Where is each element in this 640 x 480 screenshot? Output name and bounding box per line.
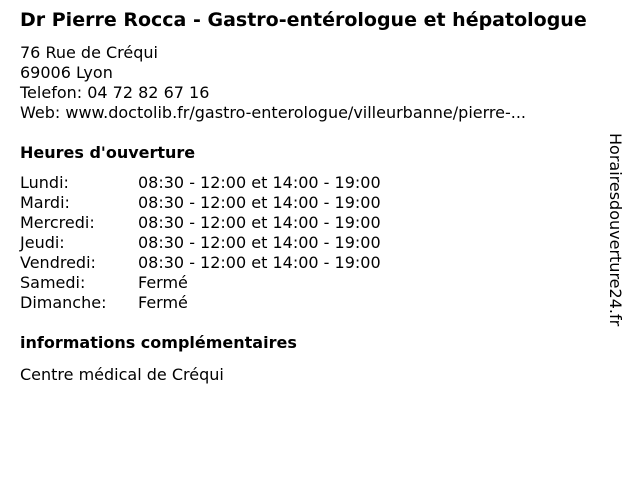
hours-row-sunday xyxy=(20,293,440,313)
hours-day-label: Vendredi: xyxy=(20,253,96,272)
address-street: 76 Rue de Créqui xyxy=(20,43,158,62)
hours-row-wednesday xyxy=(20,213,440,233)
hours-day-label: Mardi: xyxy=(20,193,70,212)
hours-day-label: Lundi: xyxy=(20,173,69,192)
hours-time-value: 08:30 - 12:00 et 14:00 - 19:00 xyxy=(138,173,381,192)
hours-time-value: 08:30 - 12:00 et 14:00 - 19:00 xyxy=(138,253,381,272)
address-city: 69006 Lyon xyxy=(20,63,113,82)
additional-info-text: Centre médical de Créqui xyxy=(20,365,224,384)
website-link[interactable]: Web: www.doctolib.fr/gastro-enterologue/villeurbanne/pierre-... xyxy=(20,103,526,122)
opening-hours-heading: Heures d'ouverture xyxy=(20,143,196,162)
hours-row-saturday xyxy=(20,273,440,293)
hours-row-friday xyxy=(20,253,440,273)
hours-time-value: 08:30 - 12:00 et 14:00 - 19:00 xyxy=(138,233,381,252)
hours-day-label: Mercredi: xyxy=(20,213,95,232)
hours-day-label: Samedi: xyxy=(20,273,86,292)
hours-time-value: Fermé xyxy=(138,273,188,292)
hours-row-tuesday xyxy=(20,193,440,213)
hours-row-thursday xyxy=(20,233,440,253)
hours-time-value: 08:30 - 12:00 et 14:00 - 19:00 xyxy=(138,213,381,232)
hours-time-value: 08:30 - 12:00 et 14:00 - 19:00 xyxy=(138,193,381,212)
hours-day-label: Jeudi: xyxy=(20,233,65,252)
site-watermark: Horairesdouverture24.fr xyxy=(606,133,625,327)
phone-number: Telefon: 04 72 82 67 16 xyxy=(20,83,210,102)
hours-row-monday xyxy=(20,173,440,193)
additional-info-heading: informations complémentaires xyxy=(20,333,297,352)
page-title: Dr Pierre Rocca - Gastro-entérologue et hépatologue xyxy=(20,9,587,31)
hours-time-value: Fermé xyxy=(138,293,188,312)
hours-day-label: Dimanche: xyxy=(20,293,107,312)
